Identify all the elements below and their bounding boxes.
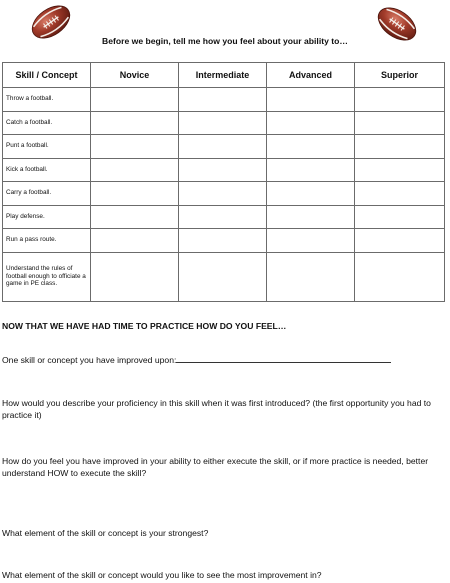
rating-cell-advanced[interactable] <box>267 205 355 229</box>
rating-cell-intermediate[interactable] <box>179 158 267 182</box>
intro-prompt: Before we begin, tell me how you feel about your ability to… <box>102 36 348 46</box>
column-header-superior: Superior <box>355 63 445 88</box>
column-header-intermediate: Intermediate <box>179 63 267 88</box>
skill-label: Punt a football. <box>3 135 91 159</box>
skill-label: Catch a football. <box>3 111 91 135</box>
rating-cell-intermediate[interactable] <box>179 88 267 112</box>
rating-cell-superior[interactable] <box>355 88 445 112</box>
rating-cell-superior[interactable] <box>355 158 445 182</box>
table-row <box>3 252 445 301</box>
skill-label: Understand the rules of football enough to officiate a game in PE class. <box>3 252 91 301</box>
rating-cell-advanced[interactable] <box>267 135 355 159</box>
rating-cell-advanced[interactable] <box>267 88 355 112</box>
rating-cell-intermediate[interactable] <box>179 205 267 229</box>
table-row <box>3 158 445 182</box>
skills-rating-table <box>2 62 445 302</box>
question-initial-proficiency: How would you describe your proficiency in this skill when it was first introduced? (the first opportunity you had to practice it) <box>2 398 431 421</box>
rating-cell-novice[interactable] <box>91 135 179 159</box>
rating-cell-superior[interactable] <box>355 252 445 301</box>
skill-label: Throw a football. <box>3 88 91 112</box>
rating-cell-advanced[interactable] <box>267 158 355 182</box>
rating-cell-superior[interactable] <box>355 135 445 159</box>
rating-cell-advanced[interactable] <box>267 252 355 301</box>
rating-cell-novice[interactable] <box>91 111 179 135</box>
table-row <box>3 182 445 206</box>
skill-label: Carry a football. <box>3 182 91 206</box>
table-row <box>3 135 445 159</box>
skill-label: Kick a football. <box>3 158 91 182</box>
question-improvement-element: What element of the skill or concept would you like to see the most improvement in? <box>2 570 322 580</box>
table-header-row <box>3 63 445 88</box>
rating-cell-novice[interactable] <box>91 252 179 301</box>
column-header-novice: Novice <box>91 63 179 88</box>
rating-cell-advanced[interactable] <box>267 182 355 206</box>
rating-cell-intermediate[interactable] <box>179 111 267 135</box>
table-row <box>3 205 445 229</box>
question-strongest-element: What element of the skill or concept is your strongest? <box>2 528 209 538</box>
rating-cell-novice[interactable] <box>91 205 179 229</box>
rating-cell-novice[interactable] <box>91 88 179 112</box>
rating-cell-novice[interactable] <box>91 158 179 182</box>
rating-cell-superior[interactable] <box>355 182 445 206</box>
question-text: One skill or concept you have improved upon: <box>2 355 177 365</box>
reflection-heading: NOW THAT WE HAVE HAD TIME TO PRACTICE HOW DO YOU FEEL… <box>2 321 287 331</box>
rating-cell-intermediate[interactable] <box>179 135 267 159</box>
rating-cell-superior[interactable] <box>355 205 445 229</box>
table-row <box>3 111 445 135</box>
table-row <box>3 88 445 112</box>
rating-cell-intermediate[interactable] <box>179 229 267 253</box>
rating-cell-superior[interactable] <box>355 229 445 253</box>
rating-cell-novice[interactable] <box>91 229 179 253</box>
skill-label: Play defense. <box>3 205 91 229</box>
skill-label: Run a pass route. <box>3 229 91 253</box>
rating-cell-intermediate[interactable] <box>179 252 267 301</box>
rating-cell-intermediate[interactable] <box>179 182 267 206</box>
question-improved-skill <box>2 354 446 366</box>
column-header-advanced: Advanced <box>267 63 355 88</box>
rating-cell-superior[interactable] <box>355 111 445 135</box>
answer-blank-line[interactable] <box>176 354 391 363</box>
rating-cell-novice[interactable] <box>91 182 179 206</box>
rating-cell-advanced[interactable] <box>267 111 355 135</box>
table-row <box>3 229 445 253</box>
question-improvement: How do you feel you have improved in your ability to either execute the skill, or if more practice is needed, better understand HOW to execute the skill? <box>2 456 429 479</box>
rating-cell-advanced[interactable] <box>267 229 355 253</box>
column-header-skill: Skill / Concept <box>3 63 91 88</box>
